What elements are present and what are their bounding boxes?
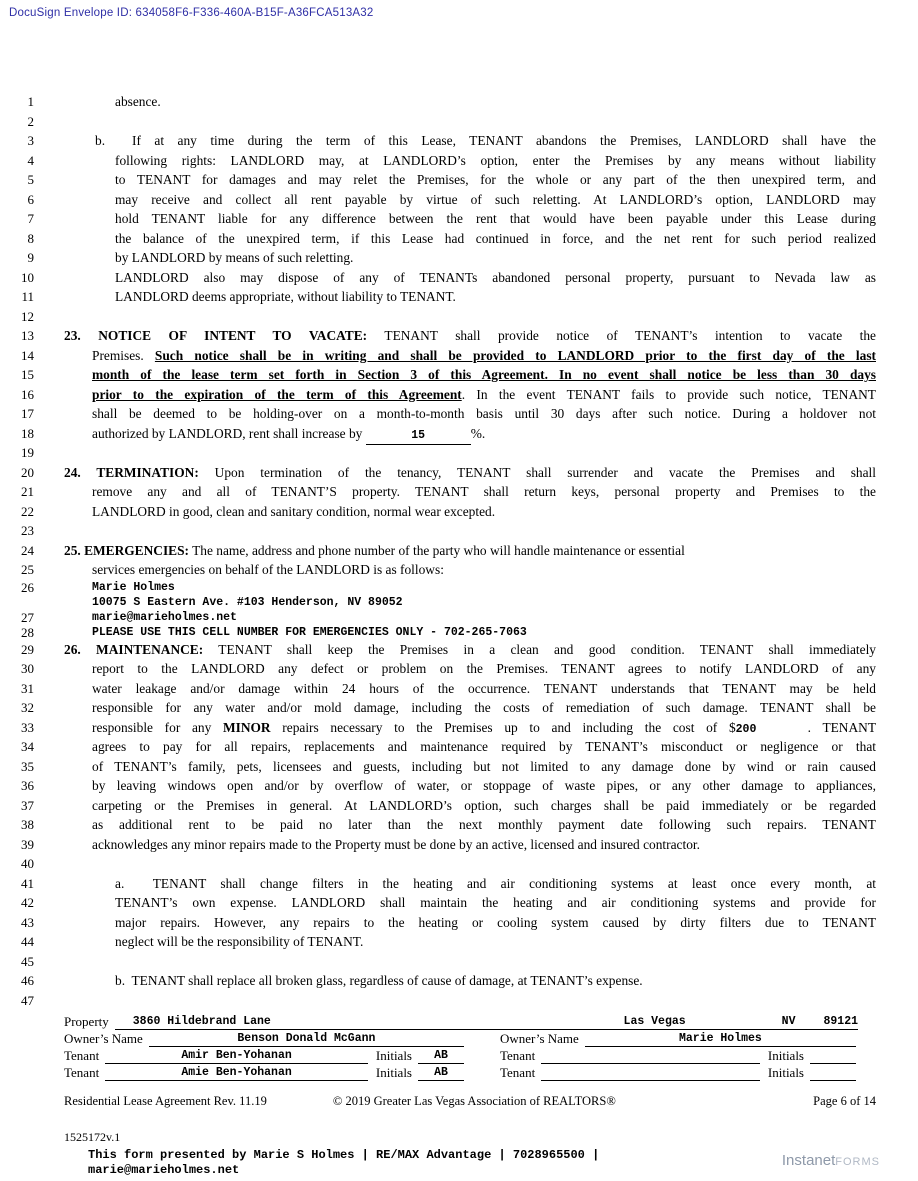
tenant-label: Tenant xyxy=(500,1048,536,1063)
line-number: 19 xyxy=(21,445,34,460)
document-line xyxy=(0,610,918,625)
page-number: Page 6 of 14 xyxy=(813,1094,876,1108)
line-content xyxy=(64,326,876,346)
document-line xyxy=(0,502,918,522)
text-segment: the balance of the unexpired term, if this Lease had continued in force, and the net rent for such period realized xyxy=(115,230,876,246)
document-line xyxy=(0,385,918,405)
line-content xyxy=(64,151,876,171)
line-content xyxy=(64,625,876,640)
property-underline xyxy=(115,1015,858,1030)
document-line xyxy=(0,92,918,112)
line-number: 31 xyxy=(21,680,34,696)
line-number: 13 xyxy=(21,328,34,343)
line-content xyxy=(64,659,876,679)
line-number: 36 xyxy=(21,778,34,793)
text-segment: Premises. xyxy=(92,347,155,363)
line-content xyxy=(64,443,876,463)
text-segment: authorized by LANDLORD, rent shall increase by xyxy=(92,425,366,441)
line-number: 42 xyxy=(21,895,34,910)
line-number: 16 xyxy=(21,386,34,402)
document-line xyxy=(0,112,918,132)
line-number: 41 xyxy=(21,875,34,891)
text-segment: absence. xyxy=(115,94,161,109)
text-segment: report to the LANDLORD any defect or problem on the Premises. TENANT agrees to notify LANDLORD of any xyxy=(92,661,876,676)
line-content xyxy=(64,131,876,151)
property-label: Property xyxy=(64,1014,109,1029)
line-content xyxy=(64,385,876,405)
line-content xyxy=(64,229,876,249)
owners-row xyxy=(64,1031,876,1047)
document-line xyxy=(0,209,918,229)
text-segment: MINOR xyxy=(223,719,271,735)
text-segment: . TENANT xyxy=(807,719,876,735)
text-segment: water leakage and/or damage within 24 hours of the occurrence. TENANT understands that TENANT may be held xyxy=(92,680,876,696)
initials-label: Initials xyxy=(767,1048,804,1063)
line-number: 47 xyxy=(21,992,34,1008)
tenant-row-1 xyxy=(64,1048,876,1064)
spacer xyxy=(616,1094,813,1109)
line-content xyxy=(64,776,876,796)
line-number: 27 xyxy=(21,609,34,625)
line-content xyxy=(64,757,876,777)
line-number: 9 xyxy=(27,250,34,265)
line-number: 37 xyxy=(21,797,34,813)
line-number: 18 xyxy=(21,425,34,441)
tenant-name-blank xyxy=(541,1067,760,1081)
line-content xyxy=(64,248,876,268)
line-number: 43 xyxy=(21,914,34,930)
document-line xyxy=(0,640,918,660)
text-segment: PLEASE USE THIS CELL NUMBER FOR EMERGENCIES ONLY - 702-265-7063 xyxy=(92,625,527,639)
property-state-value: NV xyxy=(781,1015,796,1028)
document-line xyxy=(0,307,918,327)
line-content xyxy=(64,112,876,132)
line-content xyxy=(64,913,876,933)
initials-label: Initials xyxy=(767,1065,804,1080)
document-line xyxy=(0,952,918,972)
line-number: 39 xyxy=(21,836,34,852)
line-content xyxy=(64,893,876,913)
document-line xyxy=(0,659,918,679)
document-line xyxy=(0,326,918,346)
line-number: 3 xyxy=(27,133,34,148)
tenant-label: Tenant xyxy=(64,1048,100,1063)
tenant-left-2 xyxy=(64,1065,500,1081)
line-number: 20 xyxy=(21,464,34,480)
document-line xyxy=(0,698,918,718)
text-segment: Such notice shall be in writing and shall be provided to LANDLORD prior to the first day of the last xyxy=(154,347,876,363)
document-line xyxy=(0,287,918,307)
document-line xyxy=(0,796,918,816)
text-segment: repairs necessary to the Premises up to and including the cost of $ xyxy=(270,719,736,735)
text-segment: by leaving windows open and/or by overflow of water, or stoppage of waste pipes, or any other damage to appliances, xyxy=(92,778,876,793)
line-content xyxy=(64,718,876,738)
line-number: 40 xyxy=(21,856,34,871)
text-segment: TENANT’s own expense. LANDLORD shall maintain the heating and air conditioning systems and provide for xyxy=(115,895,876,910)
text-segment: shall be deemed to be holding-over on a month-to-month basis until 30 days after such notice. During a holdover not xyxy=(92,406,876,421)
line-number: 11 xyxy=(21,289,34,304)
presented-line-1: This form presented by Marie S Holmes | RE/MAX Advantage | 7028965500 | xyxy=(88,1148,600,1162)
text-segment: 23. NOTICE OF INTENT TO VACATE: xyxy=(64,328,368,343)
document-line xyxy=(0,854,918,874)
text-segment: responsible for any water and/or mold damage, including the costs of remediation of such damage. TENANT shall be xyxy=(92,700,876,715)
tenant-name-value: Amie Ben-Yohanan xyxy=(105,1066,368,1081)
text-segment: by LANDLORD by means of such reletting. xyxy=(115,250,354,265)
text-segment: acknowledges any minor repairs made to the Property must be done by an active, licensed and insured contractor. xyxy=(92,836,700,852)
property-city-value: Las Vegas xyxy=(623,1015,686,1028)
text-segment: prior to the expiration of the term of this Agreement xyxy=(92,386,462,402)
owner-right xyxy=(500,1031,876,1047)
line-content xyxy=(64,521,876,541)
presented-line-2: marie@marieholmes.net xyxy=(88,1163,240,1177)
text-segment: LANDLORD in good, clean and sanitary condition, normal wear excepted. xyxy=(92,503,496,519)
line-content xyxy=(64,502,876,522)
text-segment: marie@marieholmes.net xyxy=(92,610,237,624)
line-number: 23 xyxy=(21,523,34,538)
tenant-name-value: Amir Ben-Yohanan xyxy=(105,1049,368,1064)
document-line xyxy=(0,835,918,855)
text-segment: 26. MAINTENANCE: xyxy=(64,641,204,657)
owner-name-label: Owner’s Name xyxy=(64,1031,143,1046)
document-line xyxy=(0,815,918,835)
document-line xyxy=(0,248,918,268)
line-number: 14 xyxy=(21,347,34,363)
document-body xyxy=(0,92,918,1010)
document-line xyxy=(0,737,918,757)
form-field-value: 15 xyxy=(366,428,471,445)
line-content xyxy=(64,737,876,757)
document-line xyxy=(0,971,918,991)
document-line xyxy=(0,541,918,561)
line-number: 34 xyxy=(21,739,34,754)
line-content xyxy=(64,365,876,385)
line-content xyxy=(64,560,876,580)
line-content xyxy=(64,482,876,502)
initials-label: Initials xyxy=(375,1048,412,1063)
document-line xyxy=(0,580,918,595)
tenant-row-2 xyxy=(64,1065,876,1081)
document-line xyxy=(0,268,918,288)
presented-by-block xyxy=(88,1148,599,1178)
line-number: 22 xyxy=(21,503,34,519)
line-number: 8 xyxy=(27,230,34,246)
document-line xyxy=(0,932,918,952)
document-line xyxy=(0,131,918,151)
tenant-initials-blank xyxy=(810,1067,856,1081)
line-number: 17 xyxy=(21,406,34,421)
line-number: 28 xyxy=(21,624,34,640)
logo-instanet-text: Instanet xyxy=(781,1152,836,1169)
line-number: 33 xyxy=(21,719,34,735)
text-segment: as additional rent to be paid no later than the next monthly payment date following such repairs. TENANT xyxy=(92,817,876,832)
text-segment: Upon termination of the tenancy, TENANT shall surrender and vacate the Premises and shall xyxy=(198,464,876,480)
text-segment: %. xyxy=(470,425,486,441)
line-content xyxy=(64,679,876,699)
text-segment: LANDLORD also may dispose of any of TENANTs abandoned personal property, pursuant to Nevada law as xyxy=(115,269,876,285)
text-segment: of TENANT’s family, pets, licensees and guests, including but not limited to any damage done by wind or rain caused xyxy=(92,758,876,774)
tenant-label: Tenant xyxy=(500,1065,536,1080)
text-segment: Marie Holmes xyxy=(92,580,175,594)
text-segment: 25. EMERGENCIES: xyxy=(64,542,189,558)
tenant-right-2 xyxy=(500,1065,876,1081)
line-number: 24 xyxy=(21,542,34,558)
line-content xyxy=(64,209,876,229)
tenant-initials-blank xyxy=(810,1050,856,1064)
text-segment: to TENANT for damages and may relet the Premises, for the whole or any part of the then unexpired term, and xyxy=(115,172,876,187)
line-number: 32 xyxy=(21,700,34,715)
line-content xyxy=(64,541,876,561)
document-line xyxy=(0,443,918,463)
document-line xyxy=(0,170,918,190)
text-segment: agrees to pay for all repairs, replacements and maintenance required by TENANT’s misconduct or negligence or that xyxy=(92,739,876,754)
line-content xyxy=(64,610,876,625)
version-number: 1525172v.1 xyxy=(64,1130,121,1144)
line-number xyxy=(0,595,34,610)
tenant-name-blank xyxy=(541,1050,760,1064)
text-segment: carpeting or the Premises in general. At LANDLORD’s option, such charges shall be paid immediately or be regarded xyxy=(92,797,876,813)
line-content xyxy=(64,463,876,483)
text-segment: The name, address and phone number of the party who will handle maintenance or essential xyxy=(189,542,685,558)
line-content xyxy=(64,307,876,327)
line-content xyxy=(64,932,876,952)
footer-meta xyxy=(64,1094,876,1109)
initials-label: Initials xyxy=(375,1065,412,1080)
line-number: 21 xyxy=(21,484,34,499)
text-segment: may receive and collect all rent payable by virtue of such reletting. At LANDLORD’s option, LANDLORD may xyxy=(115,191,876,207)
text-segment: TENANT shall provide notice of TENANT’s intention to vacate the xyxy=(367,328,876,343)
line-number: 44 xyxy=(21,934,34,949)
document-line xyxy=(0,463,918,483)
owner-right-value: Marie Holmes xyxy=(585,1032,856,1047)
document-line xyxy=(0,625,918,640)
line-content xyxy=(64,874,876,894)
line-number: 7 xyxy=(27,211,34,226)
line-content xyxy=(64,287,876,307)
text-segment: month of the lease term set forth in Section 3 of this Agreement. In no event shall notice be less than 30 days xyxy=(92,367,876,382)
footer-form xyxy=(64,1014,876,1082)
line-content xyxy=(64,835,876,855)
property-address-value: 3860 Hildebrand Lane xyxy=(132,1015,271,1028)
text-segment: 24. TERMINATION: xyxy=(64,464,199,480)
document-line xyxy=(0,991,918,1011)
line-number: 4 xyxy=(27,152,34,168)
text-segment: neglect will be the responsibility of TENANT. xyxy=(115,934,364,949)
line-content xyxy=(64,346,876,366)
line-content xyxy=(64,991,876,1011)
line-content xyxy=(64,698,876,718)
document-line xyxy=(0,874,918,894)
instanet-forms-logo xyxy=(782,1152,880,1170)
docusign-envelope-id: DocuSign Envelope ID: 634058F6-F336-460A-B15F-A36FCA513A32 xyxy=(9,7,374,19)
line-content xyxy=(64,640,876,660)
document-line xyxy=(0,404,918,424)
text-segment: TENANT shall keep the Premises in a clean and good condition. TENANT shall immediately xyxy=(203,641,876,657)
line-content xyxy=(64,952,876,972)
document-line xyxy=(0,151,918,171)
text-segment: remove any and all of TENANT’S property. TENANT shall return keys, personal property and Premises to the xyxy=(92,484,876,499)
tenant-right-1 xyxy=(500,1048,876,1064)
line-content xyxy=(64,796,876,816)
owner-left xyxy=(64,1031,500,1047)
line-number: 25 xyxy=(21,562,34,577)
line-content xyxy=(64,404,876,424)
owner-name-label: Owner’s Name xyxy=(500,1031,579,1046)
line-content xyxy=(64,92,876,112)
line-number: 6 xyxy=(27,191,34,207)
document-line xyxy=(0,679,918,699)
line-content xyxy=(64,595,876,610)
property-zip-value: 89121 xyxy=(823,1015,858,1028)
logo-forms-text: FORMS xyxy=(835,1156,880,1168)
text-segment: 10075 S Eastern Ave. #103 Henderson, NV 89052 xyxy=(92,595,403,609)
document-line xyxy=(0,776,918,796)
text-segment: responsible for any xyxy=(92,719,223,735)
document-line xyxy=(0,560,918,580)
text-segment: a. TENANT shall change filters in the heating and air conditioning systems at least once every month, at xyxy=(115,875,876,891)
document-line xyxy=(0,229,918,249)
document-line xyxy=(0,718,918,738)
document-line xyxy=(0,365,918,385)
line-content xyxy=(64,815,876,835)
line-content xyxy=(64,268,876,288)
text-segment: hold TENANT liable for any difference between the rent that would have been payable under this Lease during xyxy=(115,211,876,226)
line-number: 29 xyxy=(21,641,34,657)
line-number: 45 xyxy=(21,953,34,969)
line-number: 15 xyxy=(21,367,34,382)
tenant-initials-value: AB xyxy=(418,1066,464,1081)
line-number: 5 xyxy=(27,172,34,187)
document-line xyxy=(0,346,918,366)
tenant-left-1 xyxy=(64,1048,500,1064)
text-segment: b. TENANT shall replace all broken glass, regardless of cause of damage, at TENANT’s expense. xyxy=(115,973,643,988)
line-number: 30 xyxy=(21,661,34,676)
document-line xyxy=(0,913,918,933)
text-segment: following rights: LANDLORD may, at LANDLORD’s option, enter the Premises by any means without liability xyxy=(115,152,876,168)
line-content xyxy=(64,580,876,595)
form-field-value: 200 xyxy=(736,722,808,738)
document-title: Residential Lease Agreement Rev. 11.19 xyxy=(64,1094,267,1108)
line-number: 2 xyxy=(27,113,34,129)
line-number: 12 xyxy=(21,308,34,324)
line-number: 26 xyxy=(21,579,34,595)
text-segment: . In the event TENANT fails to provide such notice, TENANT xyxy=(461,386,876,402)
line-number: 46 xyxy=(21,973,34,988)
tenant-initials-value: AB xyxy=(418,1049,464,1064)
document-line xyxy=(0,482,918,502)
line-number: 38 xyxy=(21,817,34,832)
document-line xyxy=(0,757,918,777)
line-content xyxy=(64,854,876,874)
line-number: 10 xyxy=(21,269,34,285)
property-row xyxy=(64,1014,876,1030)
document-line xyxy=(0,190,918,210)
line-content xyxy=(64,424,876,444)
tenant-label: Tenant xyxy=(64,1065,100,1080)
text-segment: LANDLORD deems appropriate, without liability to TENANT. xyxy=(115,289,456,304)
document-line xyxy=(0,424,918,444)
text-segment: major repairs. However, any repairs to the heating or cooling system caused by dirty filters due to TENANT xyxy=(115,914,876,930)
line-content xyxy=(64,170,876,190)
line-number: 1 xyxy=(27,94,34,109)
line-content xyxy=(64,190,876,210)
line-content xyxy=(64,971,876,991)
line-number: 35 xyxy=(21,758,34,774)
text-segment: b. If at any time during the term of this Lease, TENANT abandons the Premises, LANDLORD shall have the xyxy=(95,133,876,148)
document-line xyxy=(0,893,918,913)
copyright-text: © 2019 Greater Las Vegas Association of REALTORS® xyxy=(332,1094,616,1108)
document-line xyxy=(0,595,918,610)
document-line xyxy=(0,521,918,541)
text-segment: services emergencies on behalf of the LANDLORD is as follows: xyxy=(92,562,444,577)
owner-left-value: Benson Donald McGann xyxy=(149,1032,464,1047)
